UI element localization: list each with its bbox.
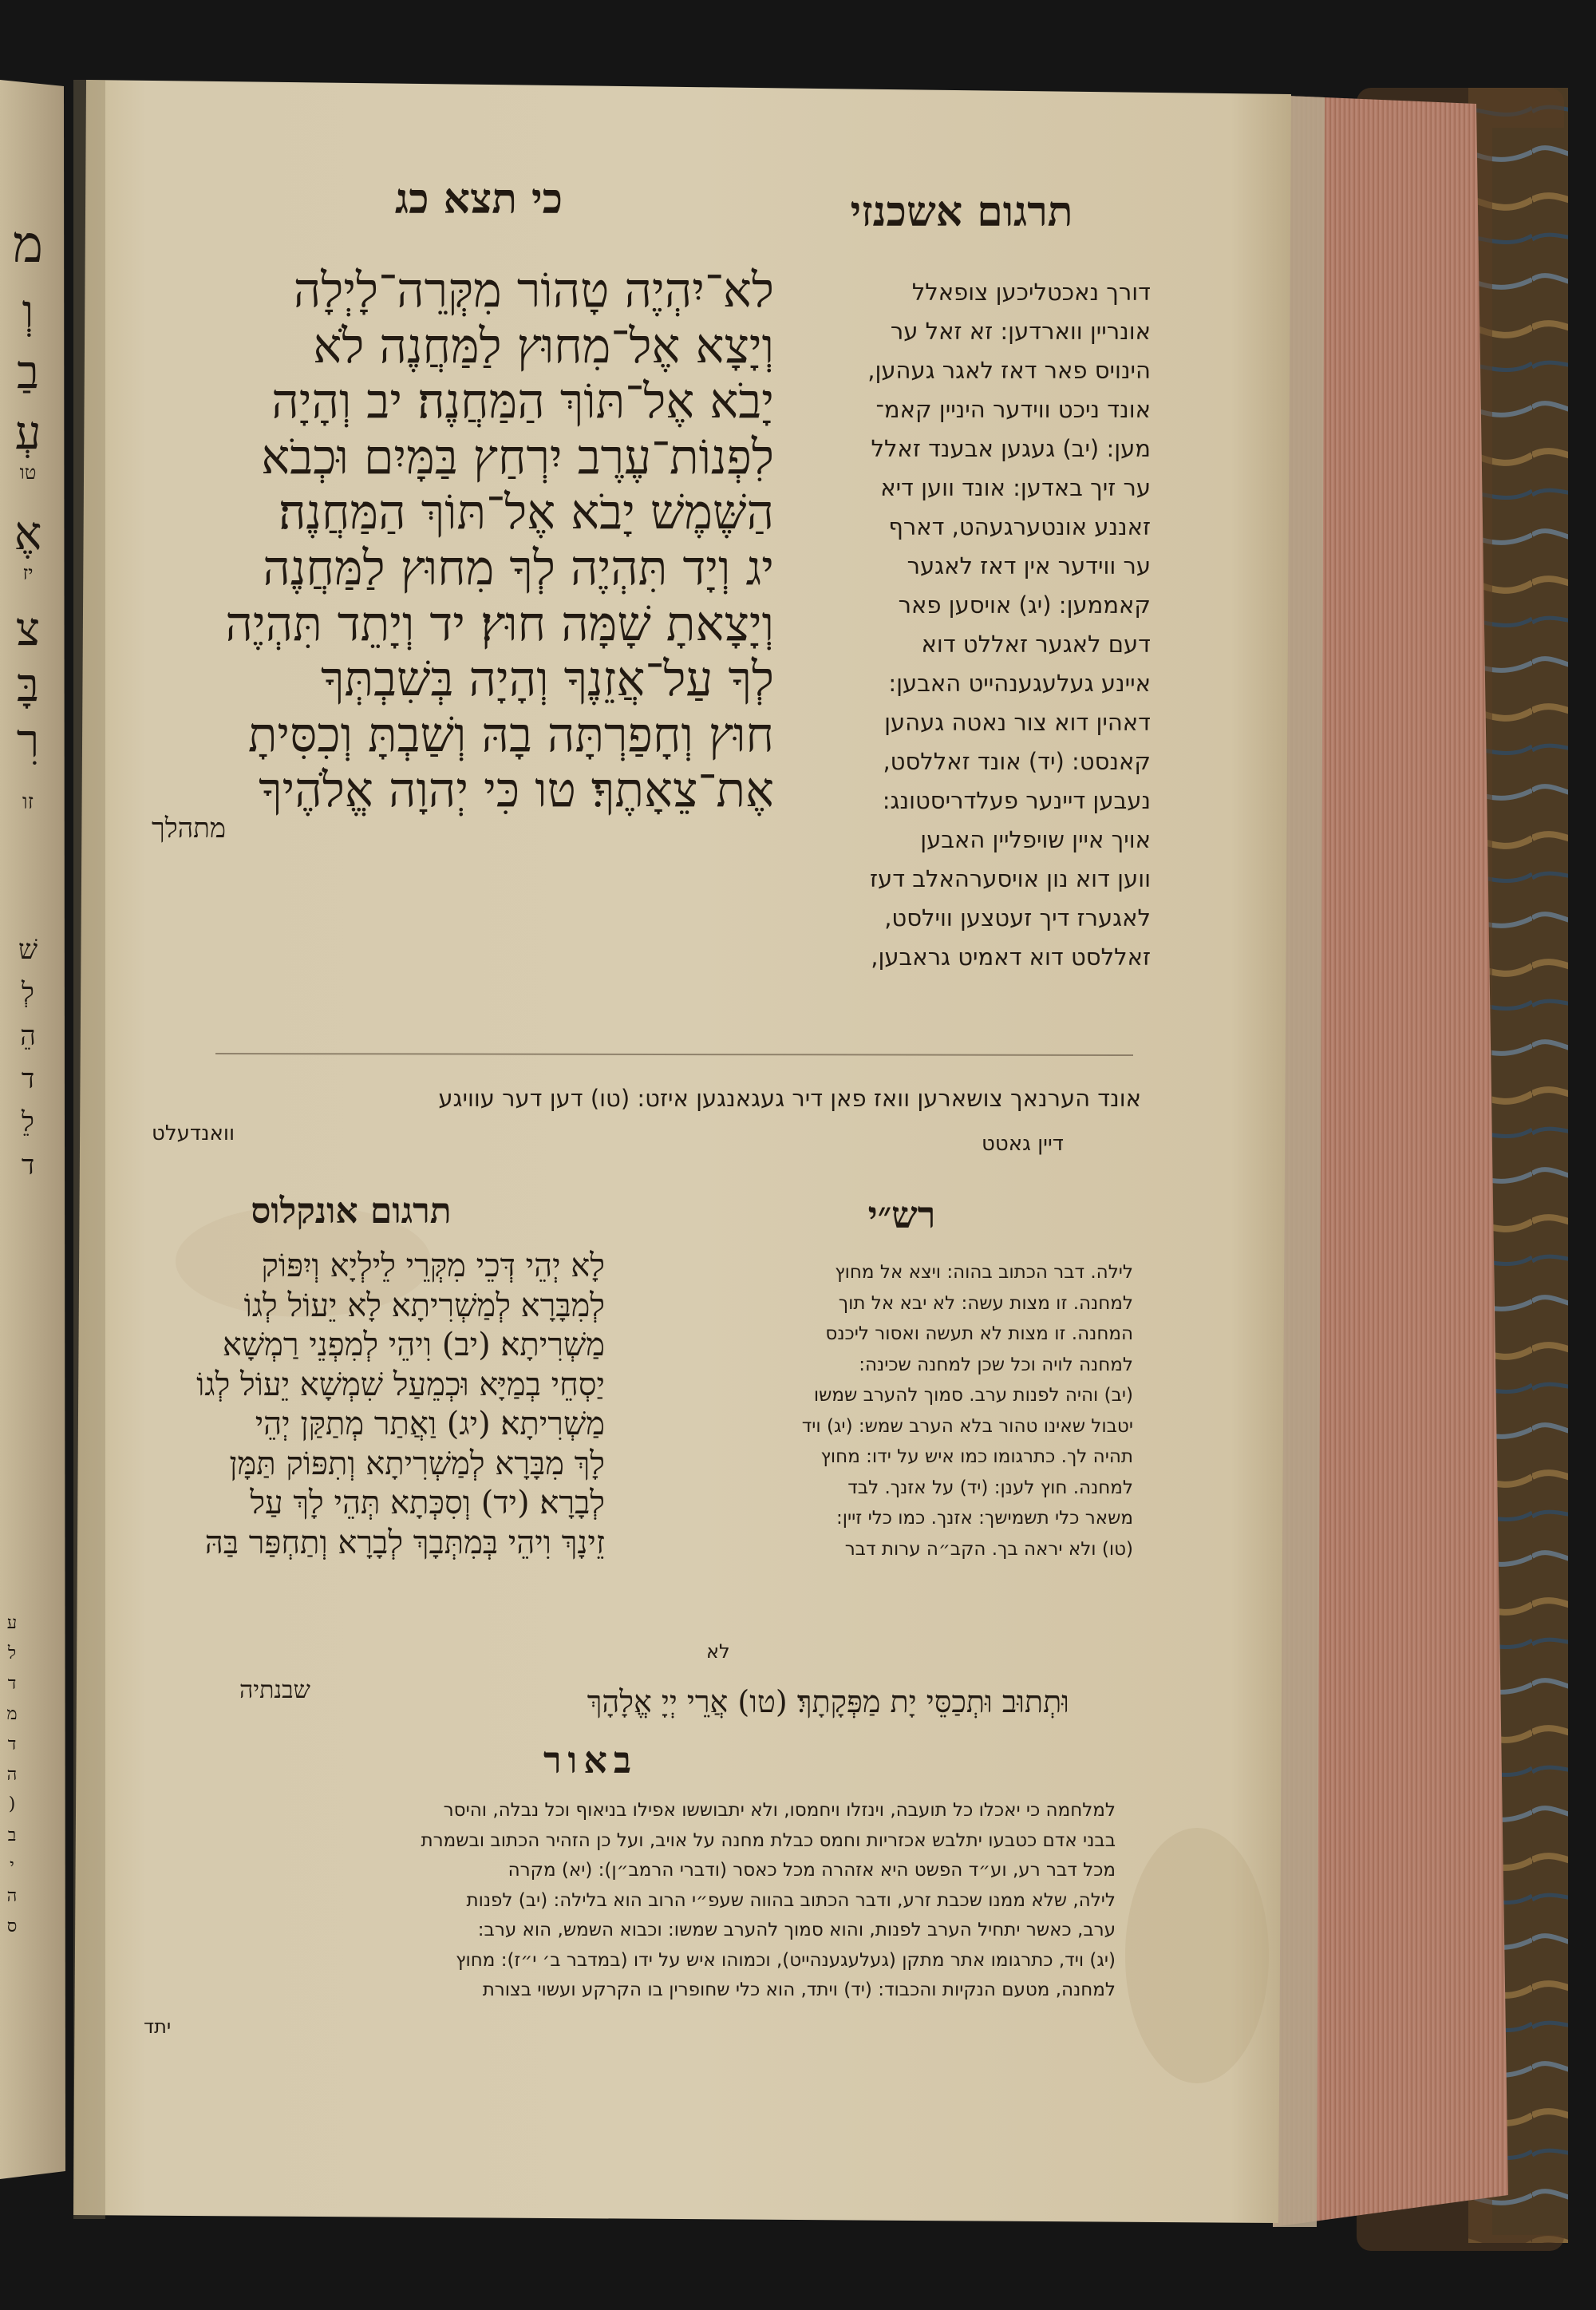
torah-line: לא־יִהְיֶה טָהוֹר מִקְּרֵה־לָיְלָה [293, 263, 774, 318]
translation-line: מען: (יב) געגען אבענד זאלל [871, 435, 1151, 462]
left-page-glyph: לֵ [22, 1106, 34, 1138]
rashi-line: (יב) והיה לפנות ערב. סמוך להערב שמשו [813, 1385, 1133, 1406]
left-page-fragment [0, 216, 56, 1193]
translation-line: אונד ניכט ווידער היניין קאמ־ [875, 396, 1151, 423]
translation-line: אונריין ווארדען: זא זאל ער [890, 318, 1151, 345]
translation-line: ער זיך באדען: אונד ווען דיא [880, 474, 1151, 501]
left-page-glyph: ל [7, 1644, 17, 1663]
left-page-glyph: צ [15, 602, 41, 656]
left-page-glyph: טו [19, 461, 37, 484]
left-page-glyph: ב [7, 1825, 17, 1845]
onkelos-catchword: שבנתיה [239, 1676, 310, 1704]
left-page-glyph: זו [22, 790, 34, 814]
left-page-glyph: יז [22, 562, 34, 584]
german-catchword-secondary: דיין גאטט [982, 1132, 1064, 1156]
torah-line: יג וְיָד תִּהְיֶה לְךָ מִחוּץ לַמַּחֲנֶה [263, 540, 774, 596]
onkelos-line: מַשְׁרִיתָא׃ (יג) וַאֲתַר מְתַקַּן יְהֵי [255, 1406, 605, 1442]
biur-line: (יג) ויד, כתרגומו אתר מתקן (געלעגענהייט), וכמוהו איש על ידו (במדבר ב׳ י״ז): מחוץ [456, 1949, 1116, 1971]
rashi-line: משאר כלי תשמישך: אזנך. כמו כלי זיין: [836, 1508, 1133, 1529]
german-translation-column [800, 273, 1151, 977]
torah-line: הַשֶּׁמֶשׁ יָבֹא אֶל־תּוֹךְ הַמַּחֲנֶה׃ [279, 485, 774, 541]
left-page-glyph: לְ [22, 977, 34, 1009]
rashi-line: תהיה לך. כתרגומו כמו איש על ידו: מחוץ [820, 1446, 1133, 1467]
torah-text-block [102, 263, 774, 819]
left-page-glyph: י [10, 1856, 14, 1876]
biur-catchword: יתד [144, 2015, 172, 2038]
left-page-glyph: אֶ [14, 506, 42, 560]
translation-line: נעבען דיינער פעלדריסטונג: [882, 787, 1151, 814]
left-page-glyph: ד [7, 1734, 17, 1754]
translation-line: איינע געלעגענהייט האבען: [888, 670, 1151, 697]
translation-line: דורך נאכטליכען צופאלל [911, 279, 1151, 306]
torah-line: וְיָצָאתָ שָׁמָּה חוּץ׃ יד וְיָתֵד תִּהְיֶה [225, 596, 774, 652]
left-page-fragment-lower [0, 1612, 24, 1946]
left-page-glyph: ע [6, 1613, 18, 1633]
onkelos-title: תרגום אונקלוס [251, 1191, 452, 1232]
translation-line: ער ווידער אין דאז לאגער [907, 552, 1151, 579]
left-page-glyph: שׁ [18, 934, 38, 966]
torah-line: חוּץ וְחָפַרְתָּה בָהּ וְשַׁבְתָּ וְכִסִּיתָ [247, 707, 774, 763]
rashi-line: לילה. דבר הכתוב בהוה: ויצא אל מחוץ [835, 1262, 1133, 1283]
left-page-glyph: ה [6, 1765, 18, 1785]
left-page-glyph: ס [6, 1916, 18, 1936]
left-page-glyph: עְ [14, 405, 41, 460]
german-translation-continuation: אונד הערנאך צושארען וואז פאן דיר געגאנגען איזט: (טו) דען דער עוויגע [438, 1085, 1141, 1112]
biur-line: למלחמה כי יאכלו כל תועבה, וינזלו ויחמסו, ולא יתבוששו אפילו בניאוף וכל נבלה, והיסר [443, 1800, 1116, 1821]
biur-line: ערב, כאשר יתחיל הערב לפנות, והוא סמוך להערב שמשו: וכבוא השמש, הוא ערב: [477, 1920, 1116, 1940]
rashi-line: המחנה. זו מצות לא תעשה ואסור ליכנס [825, 1323, 1133, 1344]
rashi-title: רש״י [867, 1193, 936, 1236]
translation-line: דעם לאגער זאללט דוא [921, 631, 1151, 658]
translation-line: קאממען: (יג) אויסען פאר [898, 591, 1151, 619]
left-page-glyph: ד [7, 1674, 17, 1694]
onkelos-line: לְמִבָּרָא לְמַשְׁרִיתָא לָא יֵעוֹל לְגוֹ [243, 1287, 605, 1324]
rashi-line: (טו) ולא יראה בך. הקב״ה ערות דבר [844, 1538, 1133, 1560]
rashi-line: למחנה לויה וכל שכן למחנה שכינה: [859, 1354, 1133, 1375]
onkelos-line: לָךְ מִבָּרָא לְמַשְׁרִיתָא וְתִפּוֹק תַּמָּן [229, 1445, 605, 1482]
torah-line: לְךָ עַל־אֲזֵנֶךָ וְהָיָה בְּשִׁבְתְּךָ [321, 652, 774, 708]
rashi-column [622, 1257, 1133, 1564]
parasha-header: כי תצא כג [394, 175, 563, 223]
onkelos-line: יַסְחֵי בְמַיָּא וּכְמֵעַל שִׁמְשָׁא יֵעוֹל לְגוֹ [196, 1366, 605, 1403]
german-catchword: וואנדעלט [152, 1121, 235, 1145]
translation-line: אויך איין שויפליין האבען [920, 826, 1151, 853]
torah-line: וְיָצָא אֶל־מִחוּץ לַמַּחֲנֶה לֹא [313, 318, 774, 374]
rashi-catchword: לא [706, 1640, 730, 1663]
left-page-glyph: בַ [17, 345, 39, 399]
biur-title: באור [543, 1738, 638, 1782]
left-page-glyph: ה [6, 1886, 18, 1906]
translation-line: לאגערז דיך זעטצען ווילסט, [884, 904, 1151, 932]
torah-line: אֶת־צֵאָתֶךָ׃ טו כִּי יְהוָה אֱלֹהֶיךָ [259, 763, 774, 819]
rashi-line: למחנה. חוץ לענן: (יד) על אזנך. לבד [847, 1477, 1133, 1498]
rashi-line: יטבול שאינו טהור בלא הערב שמש: (יג) ויד [801, 1415, 1133, 1437]
translation-line: הינויס פאר דאז לאגר געהען, [867, 357, 1151, 384]
left-page-glyph: ד [21, 1149, 35, 1181]
translation-line: זאננע אונטערגעהט, דארף [888, 513, 1151, 540]
translation-line: זאללסט דוא דאמיט גראבען, [871, 943, 1151, 971]
onkelos-line: זֵינָךְ וִיהֵי בְּמִתְּבָךְ לְבָרָא וְתַחְפַּר בַּהּ [204, 1524, 605, 1561]
left-page-glyph: רִ [16, 714, 40, 768]
translation-line: דאהין דוא צור נאטה געהען [884, 709, 1151, 736]
left-page-glyph: ד [21, 1063, 35, 1095]
translation-column-header: תרגום אשכנזי [850, 188, 1073, 236]
rashi-line: למחנה. זו מצות עשה: לא יבא אל תוך [838, 1292, 1133, 1314]
onkelos-line: מַשְׁרִיתָא׃ (יב) וִיהֵי לְמִפְנֵי רַמְשָׁא [222, 1327, 605, 1363]
torah-catchword: מתהלך [152, 813, 227, 844]
biur-line: בבני אדם כטבעו יתלבש אכזריות וחמס כבלת מחנה על אויב, ועל כן הזהיר הכתוב ובשמרת [421, 1829, 1116, 1851]
left-page-glyph: הֵ [20, 1020, 36, 1052]
left-page-glyph: מ [13, 216, 43, 275]
left-page-glyph: ( [8, 1794, 16, 1814]
torah-line: לִפְנוֹת־עֶרֶב יִרְחַץ בַּמָּיִם וּכְבֹא [261, 429, 774, 485]
translation-line: ווען דוא נון אויסערהאלב דעז [870, 865, 1151, 892]
left-page-glyph: מ [6, 1704, 18, 1724]
biur-line: מכל דבר רע, וע״ד הפשט היא אזהרה מכל כאסר (ודברי הרמב״ן): (יא) מקרה [508, 1860, 1116, 1881]
biur-line: למחנה, מטעם הנקיות והכבוד: (יד) ויתד, הוא כלי שחופרין בו הקרקע ועשוי בצורת [482, 1980, 1116, 2000]
onkelos-continuation: וּתְתוּב וּתְכַסֵּי יָת מַפְּקָתָךְ׃ (טו) אֲרֵי יְיָ אֱלָהָךְ [587, 1684, 1069, 1719]
translation-line: קאנסט: (יד) אונד זאללסט, [883, 748, 1151, 775]
onkelos-line: לְבָרָא׃ (יד) וְסִכְּתָא תְּהֵי לָךְ עַל [250, 1485, 605, 1521]
torah-line: יָבֹא אֶל־תּוֹךְ הַמַּחֲנֶה׃ יב וְהָיָה [271, 374, 774, 430]
left-page-glyph: בָּ [17, 658, 39, 712]
biur-column [78, 1796, 1116, 2006]
onkelos-column [110, 1247, 605, 1563]
left-page-glyph: וְ [22, 284, 34, 338]
biur-line: לילה, שלא ממנו שכבת זרע, ודבר הכתוב בהווה שעפ״י הרוב הוא בלילה: (יב) לפנות [466, 1889, 1116, 1911]
onkelos-line: לָא יְהֵי דְּכֵי מִקְּרֵי לֵילְיָא וְיִפּוֹק [261, 1248, 605, 1284]
